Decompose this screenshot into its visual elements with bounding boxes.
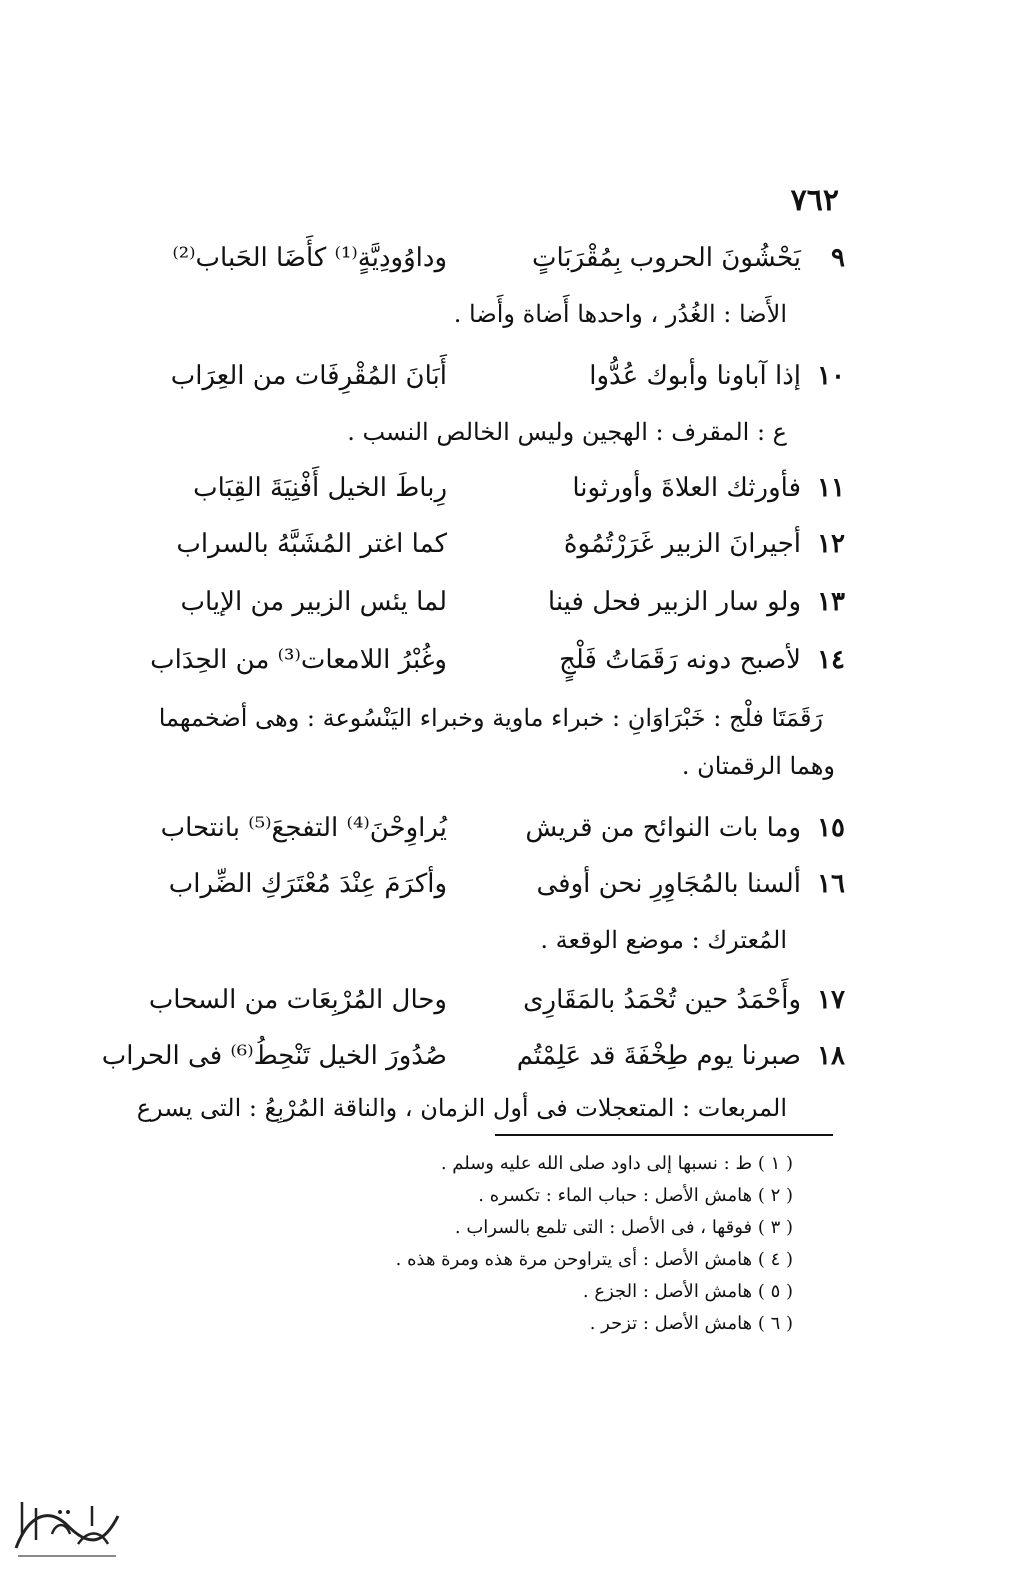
verse-number: ٩ [831,243,845,273]
footnote-divider [495,1134,833,1136]
verse-first-hemistich: أجيرانَ الزبير غَرَرْتُمُوهُ [563,529,801,559]
footnote: ( ٦ ) هامش الأصل : تزحر . [589,1313,793,1334]
verse-number: ١٤ [817,645,845,675]
verse-first-hemistich: وأَحْمَدُ حين تُحْمَدُ بالمَقَارِى [523,985,801,1015]
verse-second-hemistich: يُراوِحْنَ⁽⁴⁾ التفجعَ⁽⁵⁾ بانتحاب [160,813,447,843]
gloss-note: وهما الرقمتان . [681,752,835,780]
verse-line [150,466,845,510]
verse-line [150,522,845,566]
verse-second-hemistich: وحال المُرْبِعَات من السحاب [148,985,447,1015]
verse-number: ١٢ [817,529,845,559]
gloss-note: المُعترك : موضع الوقعة . [540,926,787,954]
footnote: ( ١ ) ط : نسبها إلى داود صلى الله عليه وسلم . [440,1153,793,1174]
verse-number: ١٠ [817,361,845,391]
verse-number: ١١ [817,473,845,503]
verse-first-hemistich: لأصبح دونه رَقَمَاتُ فَلْجٍ [559,645,801,675]
verse-number: ١٥ [817,813,845,843]
verse-first-hemistich: فأورثك العلاةَ وأورثونا [572,473,801,503]
verse-line [150,236,845,280]
verse-second-hemistich: وأكرَمَ عِنْدَ مُعْتَرَكِ الضِّراب [168,869,447,899]
verse-line [150,862,845,906]
footnote: ( ٤ ) هامش الأصل : أى يتراوحن مرة هذه ومرة هذه . [395,1249,793,1270]
footnotes [233,1148,793,1340]
verse-line [150,580,845,624]
verse-first-hemistich: إذا آباونا وأبوك عُدُّوا [589,361,801,391]
verse-number: ١٦ [817,869,845,899]
footnote: ( ٥ ) هامش الأصل : الجزع . [582,1281,793,1302]
footnote: ( ٢ ) هامش الأصل : حباب الماء : تكسره . [478,1185,793,1206]
verse-first-hemistich: ولو سار الزبير فحل فينا [547,587,801,617]
verse-number: ١٣ [817,587,845,617]
verse-second-hemistich: كما اغتر المُشَبَّهُ بالسراب [176,529,447,559]
verse-second-hemistich: رِباطَ الخيل أَفْنِيَةَ القِبَاب [193,473,447,503]
gloss-note: المربعات : المتعجلات فى أول الزمان ، والناقة المُرْبِعُ : التى يسرع [136,1094,787,1122]
verse-first-hemistich: يَحْشُونَ الحروب بِمُقْرَبَاتٍ [532,243,801,273]
page-number: ٧٦٢ [790,183,839,218]
verse-line [150,354,845,398]
verse-line [150,638,845,682]
verse-second-hemistich: أَبَانَ المُقْرِفَات من العِرَاب [170,361,447,391]
verse-second-hemistich: وغُبْرُ اللامعات⁽³⁾ من الحِدَاب [150,645,447,675]
verse-first-hemistich: صبرنا يوم طِخْفَةَ قد عَلِمْتُم [516,1041,801,1071]
verse-number: ١٨ [817,1041,845,1071]
verse-first-hemistich: وما بات النوائح من قريش [525,813,801,843]
verse-line [150,806,845,850]
verse-second-hemistich: لما يئس الزبير من الإياب [180,587,447,617]
verse-line [101,1034,845,1078]
gloss-note: رَقَمَتَا فلْج : خَبْرَاوَانِ : خبراء ماوية وخبراء اليَنْسُوعة : وهى أضخمهما [158,704,823,732]
gloss-note: ع : المقرف : الهجين وليس الخالص النسب . [347,418,787,446]
verse-second-hemistich: صُدُورَ الخيل تَنْحِطُ⁽⁶⁾ فى الحراب [101,1041,447,1071]
verse-number: ١٧ [817,985,845,1015]
gloss-note: الأَضا : الغُدُر ، واحدها أَضاة وأَضا . [453,300,787,328]
library-stamp-logo [8,1486,126,1566]
verse-line [150,978,845,1022]
verse-second-hemistich: وداوُودِيَّةٍ⁽¹⁾ كأَضَا الحَباب⁽²⁾ [172,243,447,273]
footnote: ( ٣ ) فوقها ، فى الأصل : التى تلمع بالسراب . [454,1217,793,1238]
verse-first-hemistich: ألسنا بالمُجَاوِرِ نحن أوفى [536,869,801,899]
